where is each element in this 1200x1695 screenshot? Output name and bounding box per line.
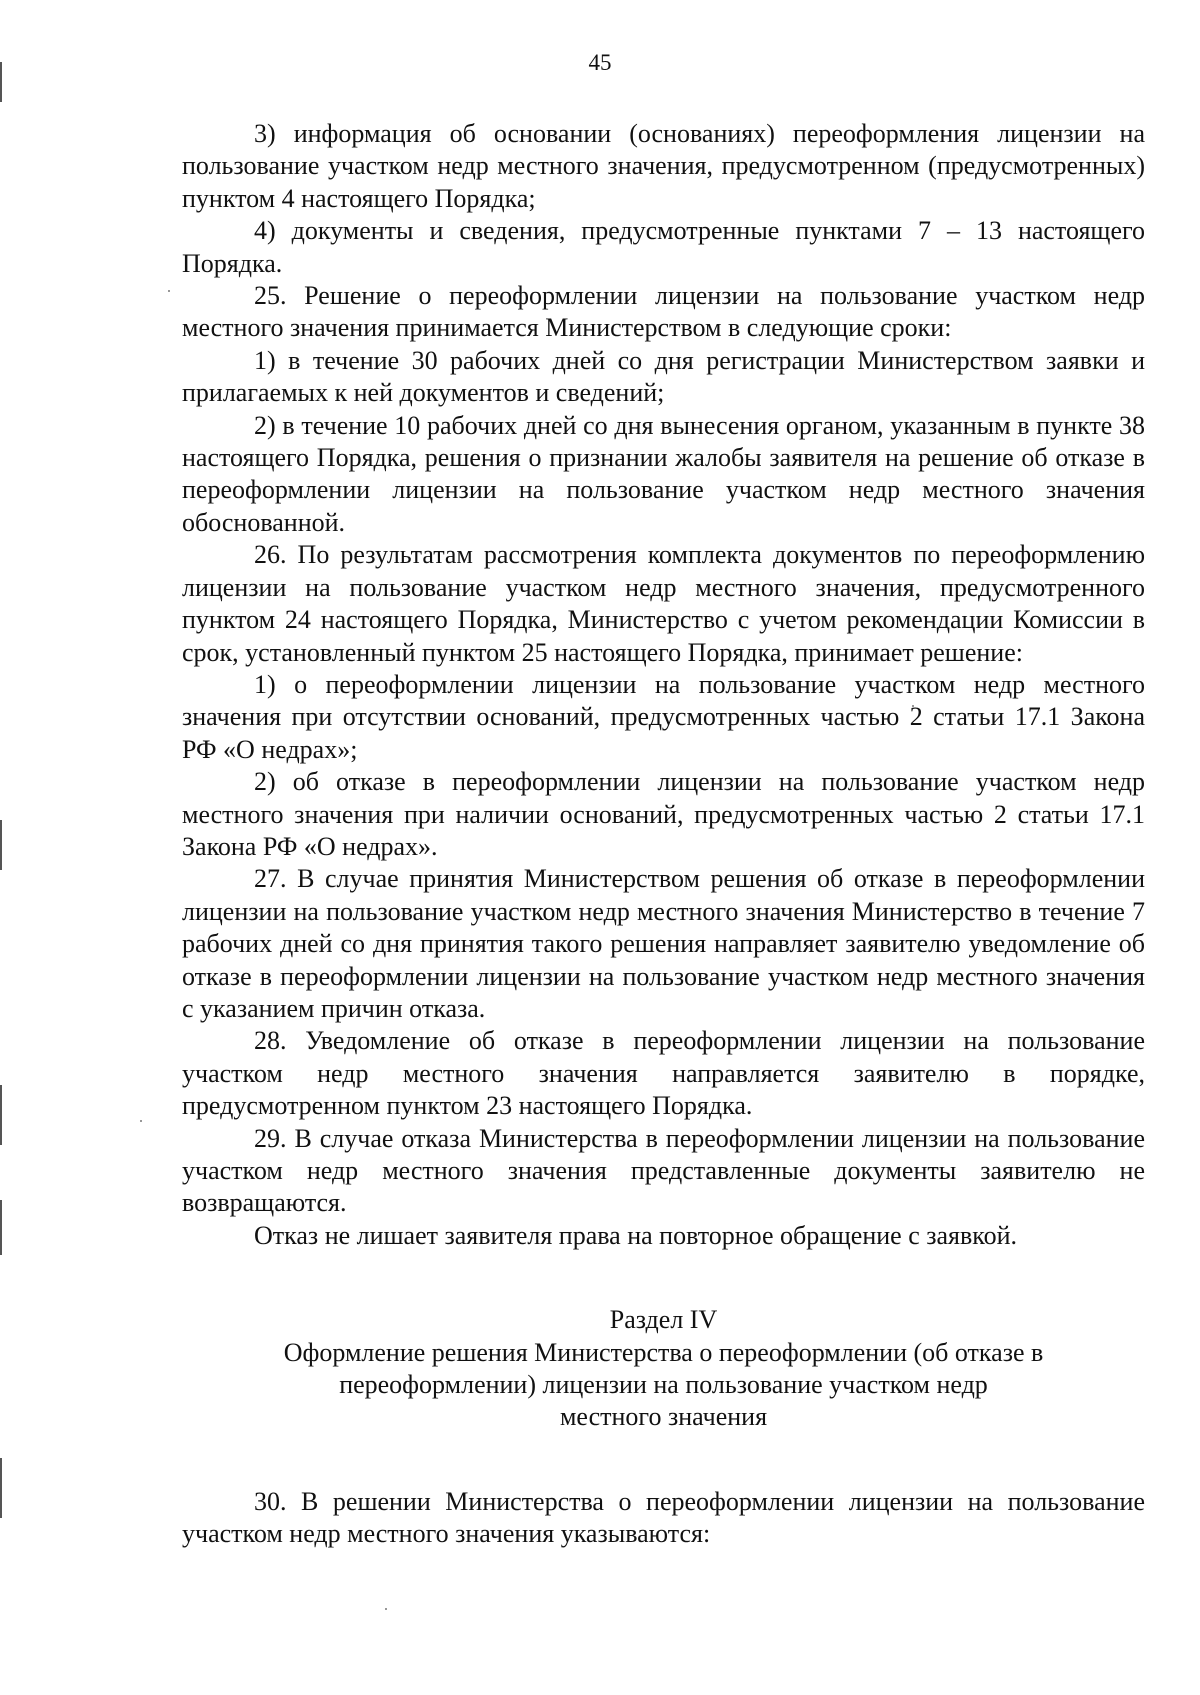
scan-margin-mark — [0, 1458, 2, 1518]
section-title-line: переоформлении) лицензии на пользование участком недр — [339, 1370, 988, 1400]
scan-speck — [140, 1120, 142, 1122]
paragraph-29: 29. В случае отказа Министерства в переоформлении лицензии на пользование участком недр местного значения представленные документы заявителю не возвращаются. — [182, 1123, 1145, 1218]
scan-speck — [168, 290, 170, 292]
paragraph-item-4: 4) документы и сведения, предусмотренные пунктами 7 – 13 настоящего Порядка. — [182, 216, 1145, 278]
section-title-line: Оформление решения Министерства о переоформлении (об отказе в — [283, 1337, 1044, 1367]
scan-margin-mark — [0, 1200, 2, 1255]
page-number: 45 — [588, 50, 612, 75]
section-title-line: местного значения — [559, 1402, 768, 1432]
section-heading: Раздел IV — [609, 1305, 718, 1335]
document-body — [182, 118, 1145, 1551]
scan-margin-mark — [0, 820, 2, 870]
paragraph-25-item-2: 2) в течение 10 рабочих дней со дня вынесения органом, указанным в пункте 38 настоящего Порядка, решения о признании жалобы заявителя на решение об отказе в переоформлении лицензии на пользование участком недр местного значения обоснованной. — [182, 410, 1145, 537]
paragraph-26-item-1: 1) о переоформлении лицензии на пользование участком недр местного значения при отсутствии оснований, предусмотренных частью 2 статьи 17.1 Закона РФ «О недрах»; — [182, 669, 1145, 764]
paragraph-28: 28. Уведомление об отказе в переоформлении лицензии на пользование участком недр местного значения направляется заявителю в порядке, предусмотренном пунктом 23 настоящего Порядка. — [182, 1026, 1145, 1121]
paragraph-26-item-2: 2) об отказе в переоформлении лицензии на пользование участком недр местного значения при наличии оснований, предусмотренных частью 2 статьи 17.1 Закона РФ «О недрах». — [182, 767, 1145, 861]
paragraph-27: 27. В случае принятия Министерством решения об отказе в переоформлении лицензии на пользование участком недр местного значения Министерство в течение 7 рабочих дней со дня принятия такого решения направляет заявителю уведомление об отказе в переоформлении лицензии на пользование участком недр местного значения с указанием причин отказа. — [182, 864, 1145, 1023]
paragraph-25-item-1: 1) в течение 30 рабочих дней со дня регистрации Министерством заявки и прилагаемых к ней документов и сведений; — [182, 345, 1145, 408]
scan-speck — [385, 1608, 387, 1610]
paragraph-25: 25. Решение о переоформлении лицензии на пользование участком недр местного значения принимается Министерством в следующие сроки: — [182, 281, 1145, 343]
section-title — [222, 1337, 1105, 1434]
paragraph-30: 30. В решении Министерства о переоформлении лицензии на пользование участком недр местного значения указываются: — [182, 1486, 1145, 1549]
paragraph-26: 26. По результатам рассмотрения комплекта документов по переоформлению лицензии на пользование участком недр местного значения, предусмотренного пунктом 24 настоящего Порядка, Министерство с учетом рекомендации Комиссии в срок, установленный пунктом 25 настоящего Порядка, принимает решение: — [182, 540, 1145, 667]
scan-margin-mark — [0, 1085, 2, 1145]
paragraph-29-note: Отказ не лишает заявителя права на повторное обращение с заявкой. — [254, 1220, 1018, 1250]
paragraph-item-3: 3) информация об основании (основаниях) переоформления лицензии на пользование участком недр местного значения, предусмотренном (предусмотренных) пунктом 4 настоящего Порядка; — [182, 119, 1145, 213]
